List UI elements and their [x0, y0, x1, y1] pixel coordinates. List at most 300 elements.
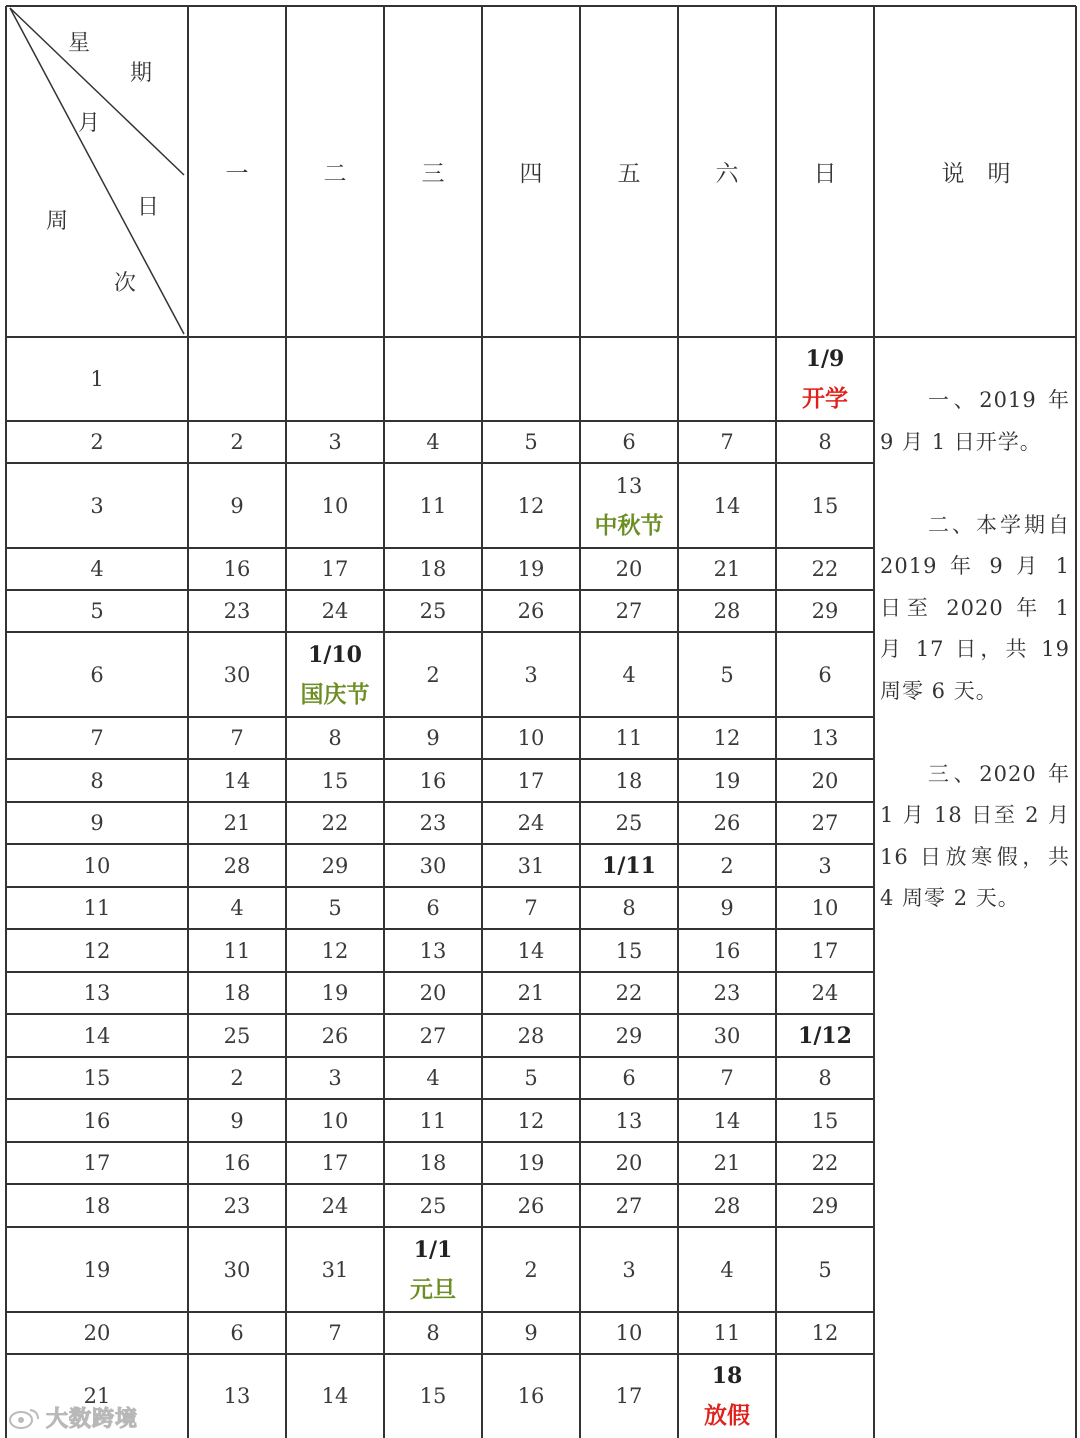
- week-number: 6: [90, 662, 104, 687]
- day-number: 20: [615, 557, 643, 581]
- day-cell: [188, 1184, 286, 1227]
- day-cell: [482, 1184, 580, 1227]
- day-cell: [776, 717, 874, 759]
- day-number: 10: [321, 493, 349, 518]
- week-number-cell: [6, 759, 188, 802]
- day-number: 12: [811, 1321, 839, 1345]
- day-number: 29: [615, 1023, 643, 1048]
- week-number: 21: [83, 1384, 111, 1408]
- day-number: 3: [328, 430, 342, 454]
- day-number: 25: [419, 599, 447, 623]
- day-cell: [678, 802, 776, 844]
- day-number: 8: [328, 726, 342, 750]
- day-cell: [580, 717, 678, 759]
- day-cell: [776, 844, 874, 887]
- day-cell: [482, 887, 580, 929]
- day-cell: [286, 844, 384, 887]
- day-cell: [384, 1184, 482, 1227]
- week-number-cell: [6, 548, 188, 590]
- day-cell: [188, 844, 286, 887]
- day-number: 19: [713, 768, 741, 793]
- day-cell: [580, 337, 678, 421]
- day-cell: [286, 717, 384, 759]
- watermark: [8, 1402, 138, 1433]
- day-number: 18: [419, 1151, 447, 1175]
- day-cell: [580, 887, 678, 929]
- day-number: 15: [811, 1108, 839, 1133]
- day-cell: [286, 929, 384, 972]
- day-number: 3: [622, 1257, 636, 1282]
- day-cell: [776, 1014, 874, 1057]
- day-cell: [678, 1184, 776, 1227]
- day-number: 2: [426, 662, 440, 687]
- day-number: 28: [713, 1193, 741, 1218]
- day-number: 24: [321, 1193, 349, 1218]
- day-cell: [678, 1354, 776, 1438]
- day-number: 17: [517, 768, 545, 793]
- day-number: 25: [615, 811, 643, 835]
- day-cell: [188, 337, 286, 421]
- day-cell: [678, 463, 776, 548]
- day-number: 22: [811, 1151, 839, 1175]
- day-cell: [188, 1142, 286, 1184]
- week-number: 18: [83, 1193, 111, 1218]
- day-number: 20: [419, 981, 447, 1005]
- day-cell: [776, 887, 874, 929]
- week-number-cell: [6, 421, 188, 463]
- day-number: 18: [615, 768, 643, 793]
- day-cell: [678, 337, 776, 421]
- day-number: 30: [223, 662, 251, 687]
- day-cell: [286, 337, 384, 421]
- day-cell: [286, 548, 384, 590]
- day-number: 4: [720, 1257, 734, 1282]
- day-cell: [776, 337, 874, 421]
- day-number: 20: [811, 768, 839, 793]
- day-cell: [678, 632, 776, 717]
- day-number: 29: [811, 1193, 839, 1218]
- day-number: 22: [321, 811, 349, 835]
- day-cell: [384, 887, 482, 929]
- week-number: 5: [90, 599, 104, 623]
- day-number: 11: [713, 1321, 741, 1345]
- day-cell: [482, 1227, 580, 1312]
- day-number: 14: [713, 493, 741, 518]
- day-cell: [286, 421, 384, 463]
- day-number: 19: [517, 557, 545, 581]
- day-cell: [188, 1227, 286, 1312]
- day-cell: [482, 1312, 580, 1354]
- day-cell: [286, 972, 384, 1014]
- day-cell: [580, 929, 678, 972]
- month-start-mark: 1/10: [308, 641, 362, 668]
- day-number: 4: [230, 896, 244, 920]
- month-start-mark: 1/11: [602, 852, 656, 879]
- day-cell: [776, 1227, 874, 1312]
- day-number: 7: [328, 1321, 342, 1345]
- day-number: 28: [223, 853, 251, 878]
- day-cell: [286, 1057, 384, 1099]
- day-cell: [188, 421, 286, 463]
- month-start-mark: 1/1: [413, 1236, 453, 1263]
- day-cell: [776, 802, 874, 844]
- day-cell: [580, 972, 678, 1014]
- day-number: 12: [713, 726, 741, 750]
- day-cell: [776, 421, 874, 463]
- day-cell: [482, 421, 580, 463]
- day-number: 25: [419, 1193, 447, 1218]
- day-cell: [678, 548, 776, 590]
- day-number: 17: [615, 1384, 643, 1408]
- day-cell: [776, 1099, 874, 1142]
- day-number: 20: [615, 1151, 643, 1175]
- day-cell: [384, 1354, 482, 1438]
- day-cell: [482, 972, 580, 1014]
- week-number-cell: [6, 1014, 188, 1057]
- day-cell: [188, 759, 286, 802]
- day-number: 15: [615, 938, 643, 963]
- day-number: 5: [720, 662, 734, 687]
- day-cell: [678, 1227, 776, 1312]
- day-number: 7: [524, 896, 538, 920]
- day-cell: [776, 590, 874, 632]
- day-cell: [482, 1142, 580, 1184]
- day-cell: [580, 1227, 678, 1312]
- corner-day-label: 日: [137, 195, 160, 220]
- day-cell: [286, 463, 384, 548]
- day-number: 18: [419, 557, 447, 581]
- day-number: 6: [622, 430, 636, 454]
- week-number-cell: [6, 1142, 188, 1184]
- day-number: 31: [517, 853, 545, 878]
- day-cell: [286, 1014, 384, 1057]
- day-number: 28: [517, 1023, 545, 1048]
- day-cell: [482, 463, 580, 548]
- day-cell: [580, 1057, 678, 1099]
- day-cell: [188, 548, 286, 590]
- day-number: 13: [811, 726, 839, 750]
- day-cell: [188, 590, 286, 632]
- day-number: 4: [426, 430, 440, 454]
- week-number-cell: [6, 887, 188, 929]
- day-number: 7: [720, 1066, 734, 1090]
- day-cell: [580, 1014, 678, 1057]
- week-number-cell: [6, 463, 188, 548]
- day-number: 24: [517, 811, 545, 835]
- day-cell: [384, 337, 482, 421]
- day-cell: [678, 929, 776, 972]
- day-number: 15: [321, 768, 349, 793]
- day-cell: [188, 632, 286, 717]
- day-number: 2: [524, 1257, 538, 1282]
- day-cell: [286, 1142, 384, 1184]
- day-cell: [188, 1057, 286, 1099]
- day-cell: [678, 1014, 776, 1057]
- day-number: 9: [720, 896, 734, 920]
- week-number-cell: [6, 844, 188, 887]
- day-number: 12: [517, 493, 545, 518]
- day-cell: [384, 590, 482, 632]
- day-number: 17: [811, 938, 839, 963]
- day-number: 31: [321, 1257, 349, 1282]
- month-start-mark: 18: [711, 1363, 743, 1389]
- day-cell: [384, 717, 482, 759]
- week-number-cell: [6, 1099, 188, 1142]
- day-cell: [482, 632, 580, 717]
- week-number: 16: [83, 1108, 111, 1133]
- day-number: 28: [713, 599, 741, 623]
- day-cell: [384, 1057, 482, 1099]
- day-cell: [188, 1312, 286, 1354]
- day-number: 30: [223, 1257, 251, 1282]
- day-cell: [580, 1184, 678, 1227]
- week-number: 10: [83, 853, 111, 878]
- day-cell: [580, 463, 678, 548]
- day-cell: [384, 802, 482, 844]
- week-number-cell: [6, 717, 188, 759]
- day-cell: [188, 463, 286, 548]
- day-cell: [286, 887, 384, 929]
- day-cell: [482, 929, 580, 972]
- corner-week-char-1: 周: [46, 209, 69, 234]
- day-cell: [188, 1354, 286, 1438]
- day-cell: [678, 1099, 776, 1142]
- event-label-red: 放假: [704, 1402, 750, 1429]
- day-number: 17: [321, 1151, 349, 1175]
- day-number: 16: [419, 768, 447, 793]
- day-number: 26: [517, 599, 545, 623]
- corner-diagonal-line: [10, 8, 184, 334]
- day-number: 8: [818, 430, 832, 454]
- day-cell: [580, 802, 678, 844]
- weekday-header-5: 五: [617, 161, 641, 187]
- day-number: 16: [223, 557, 251, 581]
- day-number: 19: [321, 981, 349, 1005]
- day-cell: [286, 759, 384, 802]
- day-number: 21: [517, 981, 545, 1005]
- day-number: 10: [811, 896, 839, 920]
- day-cell: [580, 1099, 678, 1142]
- week-number: 14: [83, 1023, 111, 1048]
- week-number: 9: [90, 811, 104, 835]
- day-number: 24: [811, 981, 839, 1005]
- week-number: 20: [83, 1321, 111, 1345]
- day-cell: [384, 548, 482, 590]
- day-number: 23: [419, 811, 447, 835]
- day-cell: [286, 1354, 384, 1438]
- day-cell: [678, 844, 776, 887]
- weekday-header-6: 六: [715, 161, 739, 187]
- day-cell: [188, 1014, 286, 1057]
- day-cell: [384, 844, 482, 887]
- day-number: 4: [622, 662, 636, 687]
- day-number: 29: [321, 853, 349, 878]
- day-cell: [776, 1312, 874, 1354]
- day-cell: [384, 972, 482, 1014]
- day-cell: [286, 1099, 384, 1142]
- day-number: 26: [321, 1023, 349, 1048]
- corner-weekday-char-1: 星: [68, 31, 91, 56]
- week-number-cell: [6, 1227, 188, 1312]
- day-number: 30: [419, 853, 447, 878]
- day-number: 9: [230, 1108, 244, 1133]
- day-number: 16: [517, 1384, 545, 1408]
- day-cell: [482, 1099, 580, 1142]
- day-cell: [776, 972, 874, 1014]
- day-cell: [482, 337, 580, 421]
- note-2: 二、本学期自 2019 年 9 月 1 日至 2020 年 1 月 17 日，共 19 周零 6 天。: [880, 512, 1070, 703]
- day-number: 15: [811, 493, 839, 518]
- day-cell: [776, 1184, 874, 1227]
- day-number: 13: [419, 938, 447, 963]
- day-number: 27: [615, 1193, 643, 1218]
- day-number: 14: [517, 938, 545, 963]
- day-number: 21: [713, 1151, 741, 1175]
- day-number: 8: [426, 1321, 440, 1345]
- day-number: 9: [230, 493, 244, 518]
- day-cell: [776, 1354, 874, 1438]
- week-number-cell: [6, 802, 188, 844]
- day-cell: [776, 1142, 874, 1184]
- day-number: 9: [524, 1321, 538, 1345]
- day-cell: [580, 632, 678, 717]
- day-number: 14: [223, 768, 251, 793]
- week-number: 15: [83, 1066, 111, 1090]
- day-number: 4: [426, 1066, 440, 1090]
- day-number: 27: [419, 1023, 447, 1048]
- day-cell: [188, 972, 286, 1014]
- day-number: 23: [223, 1193, 251, 1218]
- day-cell: [776, 929, 874, 972]
- day-cell: [678, 972, 776, 1014]
- day-cell: [678, 887, 776, 929]
- day-cell: [482, 1354, 580, 1438]
- day-number: 22: [615, 981, 643, 1005]
- day-number: 11: [615, 726, 643, 750]
- day-cell: [482, 844, 580, 887]
- day-cell: [286, 1184, 384, 1227]
- month-start-mark: 1/12: [798, 1022, 852, 1049]
- day-cell: [580, 844, 678, 887]
- day-cell: [482, 717, 580, 759]
- day-cell: [482, 1057, 580, 1099]
- day-cell: [384, 421, 482, 463]
- day-cell: [776, 759, 874, 802]
- day-cell: [580, 590, 678, 632]
- notes-header: 说 明: [941, 160, 1011, 187]
- day-cell: [678, 1142, 776, 1184]
- day-cell: [286, 1312, 384, 1354]
- day-number: 11: [419, 493, 447, 518]
- day-number: 11: [223, 938, 251, 963]
- day-cell: [678, 1312, 776, 1354]
- week-number: 17: [83, 1151, 111, 1175]
- day-number: 6: [818, 662, 832, 687]
- corner-month-label: 月: [78, 111, 101, 136]
- day-cell: [188, 802, 286, 844]
- day-number: 17: [321, 557, 349, 581]
- day-number: 19: [517, 1151, 545, 1175]
- week-number-cell: [6, 972, 188, 1014]
- day-number: 2: [230, 430, 244, 454]
- weekday-header-1: 一: [225, 161, 249, 187]
- day-number: 14: [713, 1108, 741, 1133]
- note-3: 三、2020 年 1 月 18 日至 2 月 16 日放寒假，共 4 周零 2 天。: [880, 761, 1070, 910]
- day-cell: [580, 1354, 678, 1438]
- day-cell: [482, 1014, 580, 1057]
- day-number: 26: [517, 1193, 545, 1218]
- day-number: 5: [818, 1257, 832, 1282]
- day-number: 11: [419, 1108, 447, 1133]
- day-cell: [384, 1312, 482, 1354]
- day-number: 3: [818, 853, 832, 878]
- holiday-label: 中秋节: [594, 511, 664, 539]
- corner-weekday-char-2: 期: [130, 61, 153, 86]
- day-cell: [678, 590, 776, 632]
- day-number: 25: [223, 1023, 251, 1048]
- day-number: 18: [223, 981, 251, 1005]
- day-cell: [776, 463, 874, 548]
- day-cell: [286, 632, 384, 717]
- day-number: 10: [321, 1108, 349, 1133]
- week-number-cell: [6, 1184, 188, 1227]
- weekday-header-3: 三: [421, 161, 445, 187]
- day-cell: [580, 759, 678, 802]
- day-cell: [188, 887, 286, 929]
- day-cell: [286, 802, 384, 844]
- day-number: 3: [524, 662, 538, 687]
- day-number: 14: [321, 1384, 349, 1408]
- day-cell: [384, 929, 482, 972]
- day-number: 13: [615, 1108, 643, 1133]
- day-cell: [384, 1014, 482, 1057]
- day-cell: [580, 1312, 678, 1354]
- day-cell: [678, 1057, 776, 1099]
- week-number: 11: [83, 896, 111, 920]
- day-number: 3: [328, 1066, 342, 1090]
- day-number: 24: [321, 599, 349, 623]
- day-cell: [482, 548, 580, 590]
- day-number: 5: [524, 430, 538, 454]
- day-cell: [188, 717, 286, 759]
- day-cell: [384, 632, 482, 717]
- day-cell: [776, 548, 874, 590]
- week-number: 13: [83, 981, 111, 1005]
- day-cell: [580, 548, 678, 590]
- day-number: 21: [223, 811, 251, 835]
- day-cell: [482, 759, 580, 802]
- day-number: 21: [713, 557, 741, 581]
- day-number: 5: [524, 1066, 538, 1090]
- day-cell: [678, 759, 776, 802]
- week-number-cell: [6, 1057, 188, 1099]
- day-number: 12: [321, 938, 349, 963]
- week-number-cell: [6, 590, 188, 632]
- day-number: 10: [517, 726, 545, 750]
- weekday-header-2: 二: [323, 161, 347, 187]
- day-number: 6: [230, 1321, 244, 1345]
- day-cell: [776, 632, 874, 717]
- weekday-header-4: 四: [519, 161, 543, 187]
- day-cell: [580, 421, 678, 463]
- day-cell: [384, 463, 482, 548]
- day-cell: [678, 717, 776, 759]
- day-number: 27: [811, 811, 839, 835]
- day-number: 13: [223, 1384, 251, 1408]
- week-number: 2: [90, 430, 104, 454]
- month-start-mark: 1/9: [805, 346, 845, 372]
- day-cell: [286, 1227, 384, 1312]
